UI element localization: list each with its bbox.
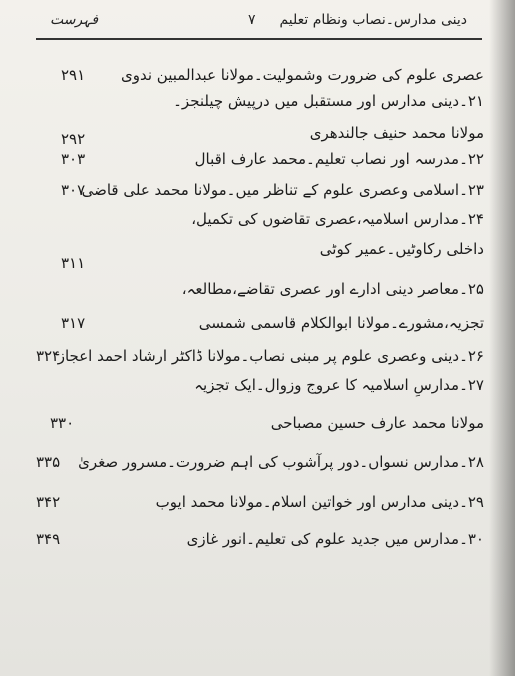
toc-entry-text: ۲۳۔اسلامی وعصری علوم کے تناظر میں۔مولانا محمد علی قاضی	[81, 181, 484, 199]
toc-entry	[36, 489, 484, 517]
toc-entry	[36, 236, 484, 272]
header-rule	[36, 38, 482, 40]
toc-entry-page: ۲۹۱	[61, 66, 86, 84]
toc-entry-page: ۳۰۷	[61, 181, 86, 199]
toc-entry-text: ۳۰۔مدارس میں جدید علوم کی تعلیم۔انور غازی	[186, 530, 484, 548]
toc-entry	[36, 206, 484, 234]
toc-entry-page: ۳۱۷	[61, 314, 86, 332]
toc-entry-text: ۲۷۔مدارسِ اسلامیہ کا عروج وزوال۔ایک تجزیہ	[194, 376, 484, 394]
toc-entry-text: ۲۴۔مدارس اسلامیہ،عصری تقاضوں کی تکمیل،	[191, 210, 484, 228]
toc-entry-text: داخلی رکاوٹیں۔عمیر کوٹی	[319, 240, 484, 258]
toc-entry-page: ۳۲۴	[36, 347, 61, 365]
toc-entry	[36, 88, 484, 116]
toc-entry	[36, 177, 484, 205]
toc-entry-page: ۲۹۲	[61, 130, 86, 148]
toc-entry-text: ۲۶۔دینی وعصری علوم پر مبنی نصاب۔مولانا ڈاکٹر ارشاد احمد اعجاز	[57, 347, 484, 365]
toc-entry-text: ۲۵۔معاصر دینی ادارے اور عصری تقاضے،مطالعہ،	[181, 280, 484, 298]
toc-entry	[36, 62, 484, 90]
section-label: فہرست	[50, 12, 99, 28]
toc-entry-text: تجزیہ،مشورے۔مولانا ابوالکلام قاسمی شمسی	[198, 314, 484, 332]
toc-entry-text: مولانا محمد حنیف جالندھری	[309, 124, 484, 142]
toc-entry-text: ۲۲۔مدرسہ اور نصاب تعلیم۔محمد عارف اقبال	[194, 150, 484, 168]
toc-entry	[36, 120, 484, 148]
toc-entry-text: ۲۱۔دینی مدارس اور مستقبل میں درپیش چیلنجز۔	[173, 92, 484, 110]
toc-entry-page: ۳۴۹	[36, 530, 61, 548]
page-number: ۷	[248, 12, 256, 28]
toc-entry-text: مولانا محمد عارف حسین مصباحی	[270, 414, 484, 432]
toc-entry	[36, 372, 484, 400]
toc-entry-page: ۳۳۰	[50, 414, 75, 432]
toc-entry-text: ۲۸۔مدارس نسواں۔دور پرآشوب کی اہم ضرورت۔مسرور صغریٰ	[78, 453, 484, 471]
toc-entry-page: ۳۰۳	[61, 150, 86, 168]
toc-entry-text: عصری علوم کی ضرورت وشمولیت۔مولانا عبدالمبین ندوی	[121, 66, 484, 84]
toc-entry	[36, 276, 484, 304]
toc-entry	[36, 526, 484, 554]
toc-entry-page: ۳۳۵	[36, 453, 61, 471]
toc-entry	[36, 410, 484, 438]
toc-entry	[36, 310, 484, 338]
toc-entry-page: ۳۱۱	[61, 254, 86, 272]
toc-entry	[36, 146, 484, 174]
page-edge-shadow	[489, 0, 515, 676]
toc-entry-page: ۳۴۲	[36, 493, 61, 511]
toc-entry	[36, 343, 484, 371]
toc-entry-text: ۲۹۔دینی مدارس اور خواتین اسلام۔مولانا محمد ایوب	[155, 493, 484, 511]
running-title: دینی مدارس۔نصاب ونظام تعلیم	[279, 12, 467, 28]
toc-entry	[36, 449, 484, 477]
